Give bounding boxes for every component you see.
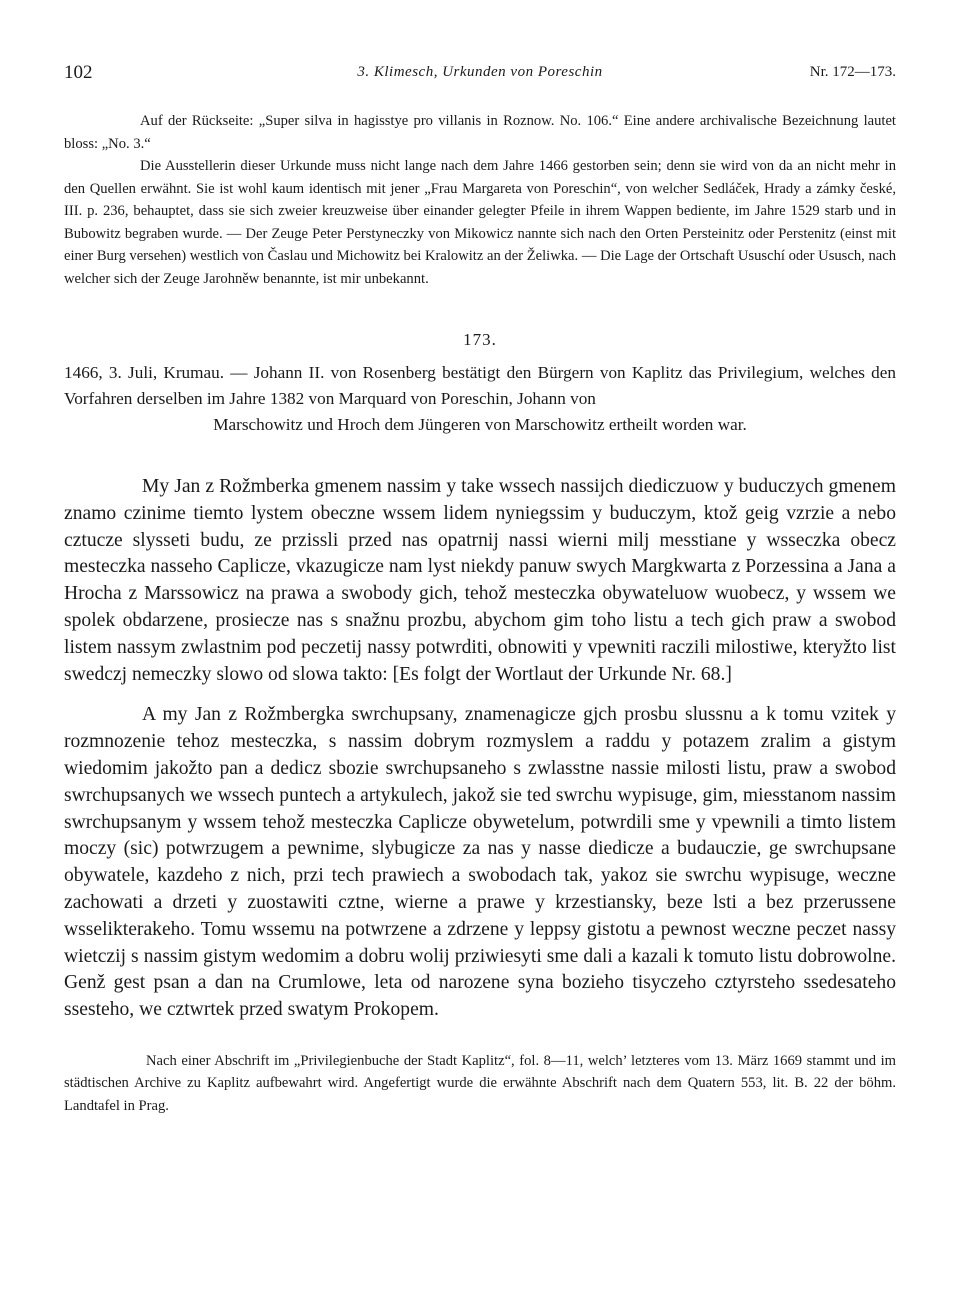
document-page — [64, 56, 896, 1117]
document-range: Nr. 172—173. — [809, 64, 896, 80]
note-issuer: Die Ausstellerin dieser Urkunde muss nicht lange nach dem Jahre 1466 gestorben sein; denn sie wird von da an nicht mehr in den Quellen erwähnt. Sie ist wohl kaum identisch mit jener „Frau Margareta von Poreschin“, von welcher Sedláček, Hrady a zámky české, III. p. 236, behauptet, dass sie sich zweier kreuzweise über einander gelegter Pfeile in ihrem Wappen bediente, im Jahre 1529 starb und in Bubowitz begraben wurde. — Der Zeuge Peter Perstyneczky von Mikowicz nannte sich nach den Orten Persteinitz oder Perstenitz (einst mit einer Burg versehen) westlich von Časlau und Michowitz bei Kralowitz an der Želiwka. — Die Lage der Ortschaft Ususchí oder Ususch, nach welcher sich der Zeuge Jarohněw benannte, ist mir unbekannt. — [64, 158, 896, 287]
page-header — [64, 56, 896, 86]
document-text-paragraph-2: A my Jan z Rožmbergka swrchupsany, znamenagicze gjch prosbu slussnu a k tomu vzitek y rozmnozenie tehoz mesteczka, s nassim dobrym rozmyslem a raddu y potazem zralim a gistym wiedomim jakožto pan a dedicz sbozie swrchupsaneho s zwlasstne nassie milosti listu, praw a swobod swrchupsanych we wssech puntech a artykulech, jakož sie ted swrchu wypisuge, gim, miesstanom nassim swrchupsanym y wssem tehož mesteczka Caplicze obywetelum, potwrdili sme y vpewnili a timto listem moczy (sic) potwrzugem a pewnime, slybugicze za nas y nasse diedicze a budauczie, ge swrchupsane obywatele, kazdeho z nich, przi tech prawiech a swobodach tak, yakoz sie swrchu wypisuge, weczne zachowati a drzeti y zuostawiti cztne, wierne a prawe y krzestiansky, beze lsti a bez przerussene wsselikterakeho. Tomu wssemu na potwrzene a zdrzene y leppsy gistotu a pewnost weczne peczet nassy wietczij s nassim gistym wedomim a dobru wolij prziwiesyti sme dali a kazali k tomuto listu dobrowolne. Genž gest psan a dan na Crumlowe, leta od narozene syna bozieho tisyczeho cztyrsteho ssedesateho ssesteho, we cztwrtek przed swatym Prokopem. — [64, 704, 896, 1021]
regest-last-line: Marschowitz und Hroch dem Jüngeren von Marschowitz ertheilt worden war. — [213, 415, 747, 434]
document-text-paragraph-1: My Jan z Rožmberka gmenem nassim y take wssech nassijch diediczuow y buduczych gmenem znamo czinime tiemto lystem obeczne wssem lidem nyniegssim y buduczym, ktož geig vzrzie a nebo cztucze slysseti budu, ze przissli przed nas opatrnij nassi wierni milj messtiane y wsseczka obecz mesteczka nasseho Caplicze, vkazugicze nam lyst niekdy panuw swych Margkwarta z Porzessina a Jana a Hrocha z Marssowicz na prawa a swobody gich, tehož mesteczka obywateluow wuobecz, y wssem we spolek obdarzene, prosiecze nas s snažnu prozbu, abychom gim toho listu a tech gich praw a swobod listem nassym zwlastnim pod peczetij nassy potwrditi, obnowiti y vpewniti raczili milostiwe, kteryžto list swedczj nemeczky slowo od slowa takto: [Es folgt der Wortlaut der Urkunde Nr. 68.] — [64, 476, 896, 685]
regest-text: 1466, 3. Juli, Krumau. — Johann II. von Rosenberg bestätigt den Bürgern von Kaplitz das Privilegium, welches den Vorfahren derselben im Jahre 1382 von Marquard von Poreschin, Johann von — [64, 363, 896, 408]
note-reverse-side: Auf der Rückseite: „Super silva in hagisstye pro villanis in Roznow. No. 106.“ Eine andere archivalische Bezeichnung lautet bloss: „No. 3.“ — [64, 113, 896, 152]
document-number: 173. — [463, 330, 497, 349]
source-note: Nach einer Abschrift im „Privilegienbuche der Stadt Kaplitz“, fol. 8—11, welch’ letzteres vom 13. März 1669 stammt und im städtischen Archive zu Kaplitz aufbewahrt wird. Angefertigt wurde die erwähnte Abschrift nach dem Quatern 553, lit. B. 22 der böhm. Landtafel in Prag. — [64, 1052, 896, 1114]
document-regest — [64, 360, 896, 438]
running-title: 3. Klimesch, Urkunden von Poreschin — [357, 64, 603, 80]
page-number: 102 — [64, 62, 93, 83]
notes-section — [64, 110, 896, 290]
